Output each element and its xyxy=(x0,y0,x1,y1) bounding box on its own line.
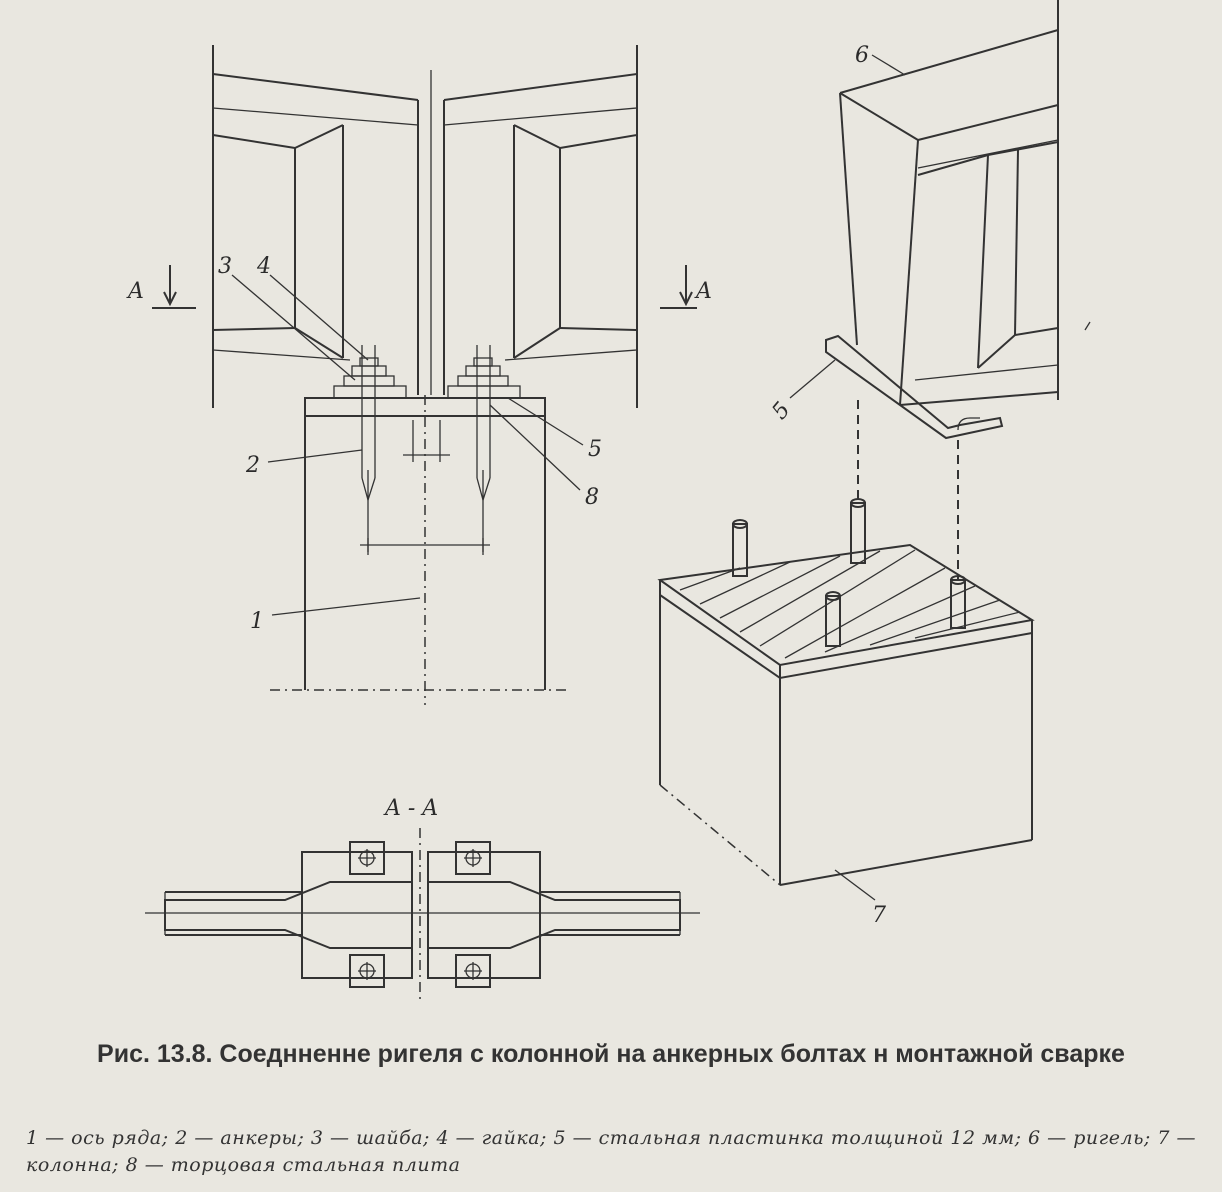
right-beam xyxy=(444,45,637,408)
section-title: A - A xyxy=(385,796,439,821)
section-label-right: A xyxy=(696,279,712,304)
nut-left xyxy=(334,358,406,398)
perspective-callouts xyxy=(767,43,905,928)
beam-perspective xyxy=(840,0,1090,405)
column-perspective xyxy=(660,545,1032,885)
callout-5-left: 5 xyxy=(588,437,602,462)
section-mark-right xyxy=(660,265,712,308)
callout-7: 7 xyxy=(872,903,886,928)
nut-right xyxy=(448,358,520,398)
callout-1: 1 xyxy=(250,609,264,634)
callout-8: 8 xyxy=(585,485,599,510)
section-aa xyxy=(145,796,700,1000)
column-elevation xyxy=(270,398,570,690)
section-label-left: A xyxy=(128,279,144,304)
callout-6: 6 xyxy=(855,43,869,68)
plate-hatching xyxy=(680,550,1020,658)
callout-5-right: 5 xyxy=(767,397,796,425)
perspective-view xyxy=(660,0,1090,928)
figure-legend: 1 — ось ряда; 2 — анкеры; 3 — шайба; 4 — гайка; 5 — стальная пластинка толщиной 12 мм; 6 — ригель; 7 — колонна; 8 — торцовая стальная плита xyxy=(26,1127,1196,1176)
figure-caption: Рис. 13.8. Соеднненне ригеля с колонной на анкерных болтах н монтажной сварке xyxy=(97,1040,1125,1068)
callout-2: 2 xyxy=(246,453,260,478)
elevation-view xyxy=(126,45,712,705)
steel-plate xyxy=(826,336,1002,438)
section-mark-left xyxy=(126,265,196,308)
callout-4: 4 xyxy=(257,254,271,279)
left-beam xyxy=(213,45,418,408)
callout-3: 3 xyxy=(218,254,232,279)
projection-lines xyxy=(858,400,958,580)
